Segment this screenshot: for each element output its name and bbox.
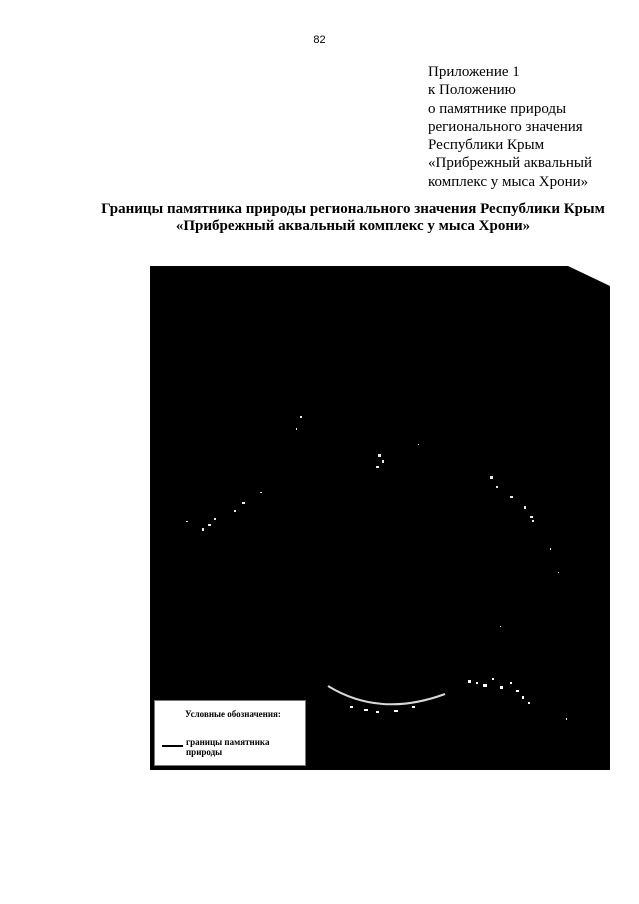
- appendix-note: [428, 63, 592, 191]
- legend-item-label: границы памятника природы: [186, 737, 270, 757]
- appendix-line: «Прибрежный аквальный: [428, 155, 592, 172]
- appendix-line: регионального значения: [428, 118, 583, 135]
- title-line-2: «Прибрежный аквальный комплекс у мыса Хрони»: [175, 218, 531, 234]
- appendix-line: комплекс у мыса Хрони»: [428, 173, 589, 190]
- document-title: [88, 201, 618, 235]
- coastline-speckles: [186, 416, 567, 720]
- map-graphics: [150, 266, 610, 770]
- title-line-1: Границы памятника природы регионального значения Республики Крым: [101, 201, 605, 217]
- boundary-line-symbol: [162, 745, 183, 747]
- appendix-line: к Положению: [428, 82, 516, 99]
- map-corner-mark: [596, 268, 608, 274]
- appendix-line: Приложение 1: [428, 64, 520, 80]
- map-legend: [154, 700, 306, 766]
- page-number: 82: [313, 34, 326, 46]
- boundary-line: [328, 686, 445, 704]
- legend-title: Условные обозначения:: [185, 709, 281, 719]
- appendix-line: Республики Крым: [428, 137, 545, 154]
- appendix-line: о памятнике природы: [428, 100, 567, 117]
- boundary-map: [150, 266, 610, 770]
